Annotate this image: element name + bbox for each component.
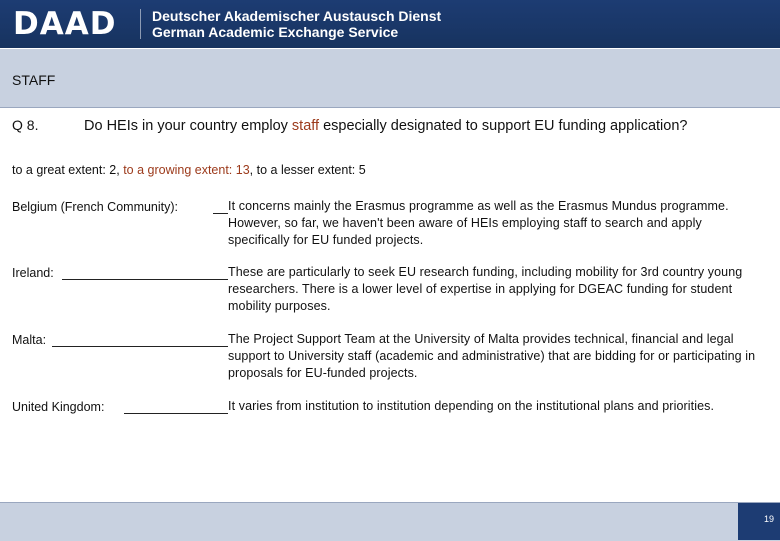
page-number: 19 bbox=[763, 514, 774, 524]
question-text bbox=[84, 117, 734, 136]
response-text-belgium: It concerns mainly the Erasmus programme as well as the Erasmus Mundus programme. However, so far, we haven't been aware of HEIs employing staff to search and apply specifically for EU funded projects. bbox=[228, 199, 729, 247]
country-label-malta: Malta: bbox=[12, 333, 47, 347]
response-text-uk: It varies from institution to institution depending on the institutional plans and priorities. bbox=[228, 399, 715, 413]
country-label-uk: United Kingdom: bbox=[12, 400, 105, 414]
fill-line bbox=[52, 346, 228, 347]
fill-line bbox=[62, 279, 228, 280]
response-text-ireland: These are particularly to seek EU research funding, including mobility for 3rd country young researchers. There is a lower level of expertise in applying for DGEAC funding for student mobility purposes. bbox=[228, 265, 743, 313]
question-number: Q 8. bbox=[12, 117, 39, 133]
fill-line bbox=[213, 213, 228, 214]
summary-great-extent: to a great extent: 2, bbox=[12, 163, 124, 177]
section-title: STAFF bbox=[12, 72, 56, 88]
org-name-german: Deutscher Akademischer Austausch Dienst bbox=[152, 8, 442, 24]
logo-divider bbox=[140, 9, 141, 39]
org-name-english: German Academic Exchange Service bbox=[152, 24, 399, 40]
daad-logo: DAAD bbox=[13, 6, 117, 42]
country-label-ireland: Ireland: bbox=[12, 266, 54, 280]
answer-summary bbox=[12, 163, 366, 177]
question-text-highlight: staff bbox=[291, 118, 320, 134]
question-text-before: Do HEIs in your country employ bbox=[84, 118, 292, 134]
footer-band bbox=[0, 502, 780, 541]
summary-lesser-extent: , to a lesser extent: 5 bbox=[249, 163, 366, 177]
fill-line bbox=[124, 413, 228, 414]
summary-growing-extent: to a growing extent: 13 bbox=[123, 163, 250, 177]
title-band bbox=[0, 49, 780, 108]
question-text-after: especially designated to support EU funding application? bbox=[319, 118, 688, 134]
country-label-belgium: Belgium (French Community): bbox=[12, 200, 179, 214]
response-text-malta: The Project Support Team at the University of Malta provides technical, financial and legal support to University staff (academic and administrative) that are bidding for or participating in proposals for EU-funded projects. bbox=[228, 332, 756, 380]
